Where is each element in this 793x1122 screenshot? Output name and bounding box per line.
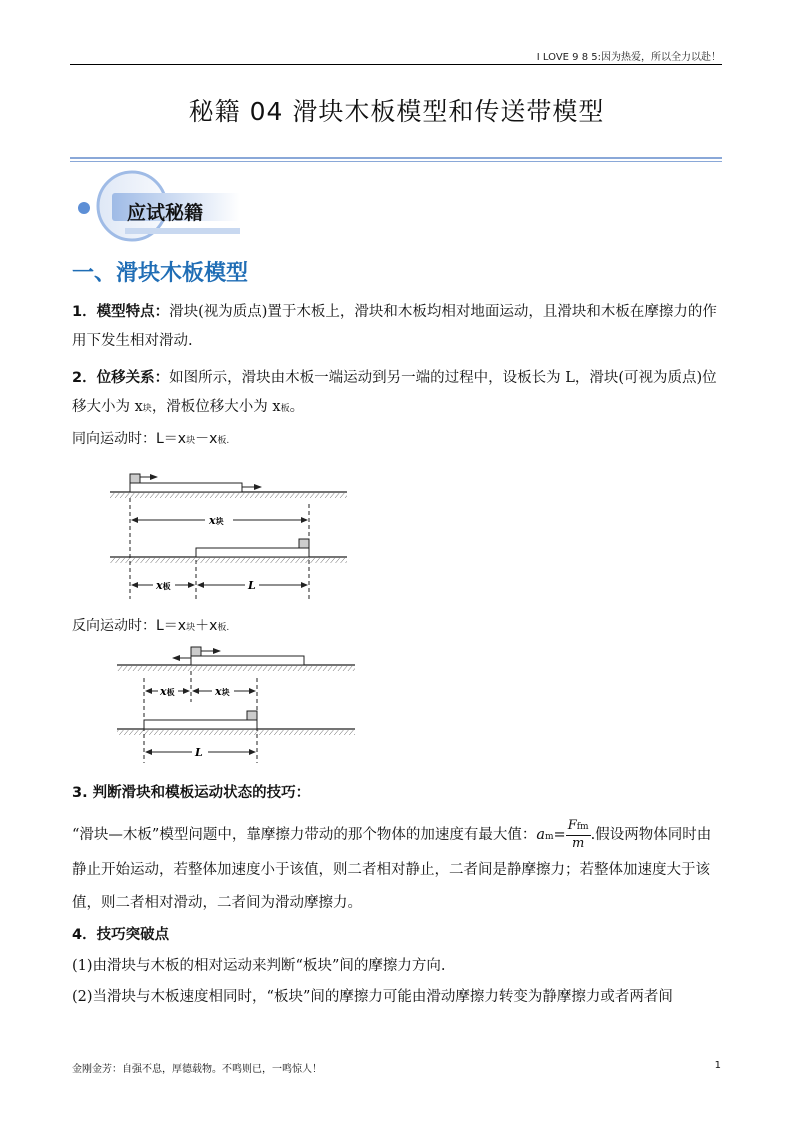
header-motto: I LOVE 9 8 5:因为热爱，所以全力以赴！ bbox=[536, 52, 721, 63]
section-heading: 一、滑块木板模型 bbox=[72, 261, 249, 286]
title-rule-thin bbox=[70, 161, 722, 162]
footer-motto: 金刚金芳：自强不息，厚德载物。不鸣则已，一鸣惊人！ bbox=[72, 1064, 322, 1075]
page-number: 1 bbox=[714, 1060, 721, 1071]
paragraph-label: 4．技巧突破点 bbox=[72, 927, 170, 943]
ground-hatch bbox=[110, 493, 347, 498]
board bbox=[130, 483, 242, 492]
paragraph-model-features bbox=[72, 298, 722, 356]
paragraph-tip-2: (2)当滑块与木板速度相同时，“板块”间的摩擦力可能由滑动摩擦力转变为静摩擦力或者两者间 bbox=[72, 989, 673, 1005]
label-L: L bbox=[248, 579, 256, 592]
opposite-direction-formula: 反向运动时：L＝x块＋x板. bbox=[72, 618, 230, 634]
paragraph-label: 1．模型特点： bbox=[72, 304, 170, 320]
paragraph-displacement: 2．位移关系：如图所示，滑块由木板一端运动到另一端的过程中，设板长为 L，滑块(可视为质点)位移大小为 x块，滑板位移大小为 x板。 bbox=[72, 370, 717, 415]
label-L: L bbox=[195, 746, 203, 759]
label-x-board: x板 bbox=[160, 685, 175, 698]
slider-block bbox=[130, 474, 140, 483]
same-direction-formula: 同向运动时：L＝x块－x板. bbox=[72, 431, 230, 447]
label-x-block: x块 bbox=[209, 514, 224, 527]
badge-label: 应试秘籍 bbox=[127, 202, 204, 224]
paragraph-text: 滑块(视为质点)置于木板上，滑块和木板均相对地面运动，且滑块和木板在摩擦力的作用下发生相对滑动. bbox=[72, 304, 717, 349]
title-rule bbox=[70, 157, 722, 159]
badge-dot-icon bbox=[78, 202, 90, 214]
paragraph-label: 2．位移关系： bbox=[72, 370, 170, 386]
paragraph-technique: “滑块—木板”模型问题中，靠摩擦力带动的那个物体的加速度有最大值：am= $\frac{\text{Ffm}}{m}$ .假设两物体同时由静止开始运动，若整体加速度小于该值，则二者相对静止，二者间是静摩擦力；若整体加速度大于该值，则二者相对滑动，二者间为滑动摩擦力。 bbox=[72, 818, 712, 911]
paragraph-tip-1: (1)由滑块与木板的相对运动来判断“板块”间的摩擦力方向. bbox=[72, 958, 446, 974]
paragraph-tips-heading bbox=[72, 921, 722, 950]
figure-same-direction bbox=[105, 468, 355, 603]
paragraph-label: 3. 判断滑块和模板运动状态的技巧： bbox=[72, 785, 311, 801]
paragraph-technique-heading bbox=[72, 779, 722, 808]
max-acceleration-fraction: $\frac{\text{Ffm}}{m}$ bbox=[567, 818, 589, 851]
label-x-board: x板 bbox=[156, 579, 171, 592]
header-rule bbox=[70, 64, 722, 65]
figure-opposite-direction bbox=[112, 642, 362, 767]
page-title: 秘籍 04 滑块木板模型和传送带模型 bbox=[188, 97, 605, 126]
label-x-block: x块 bbox=[215, 685, 230, 698]
